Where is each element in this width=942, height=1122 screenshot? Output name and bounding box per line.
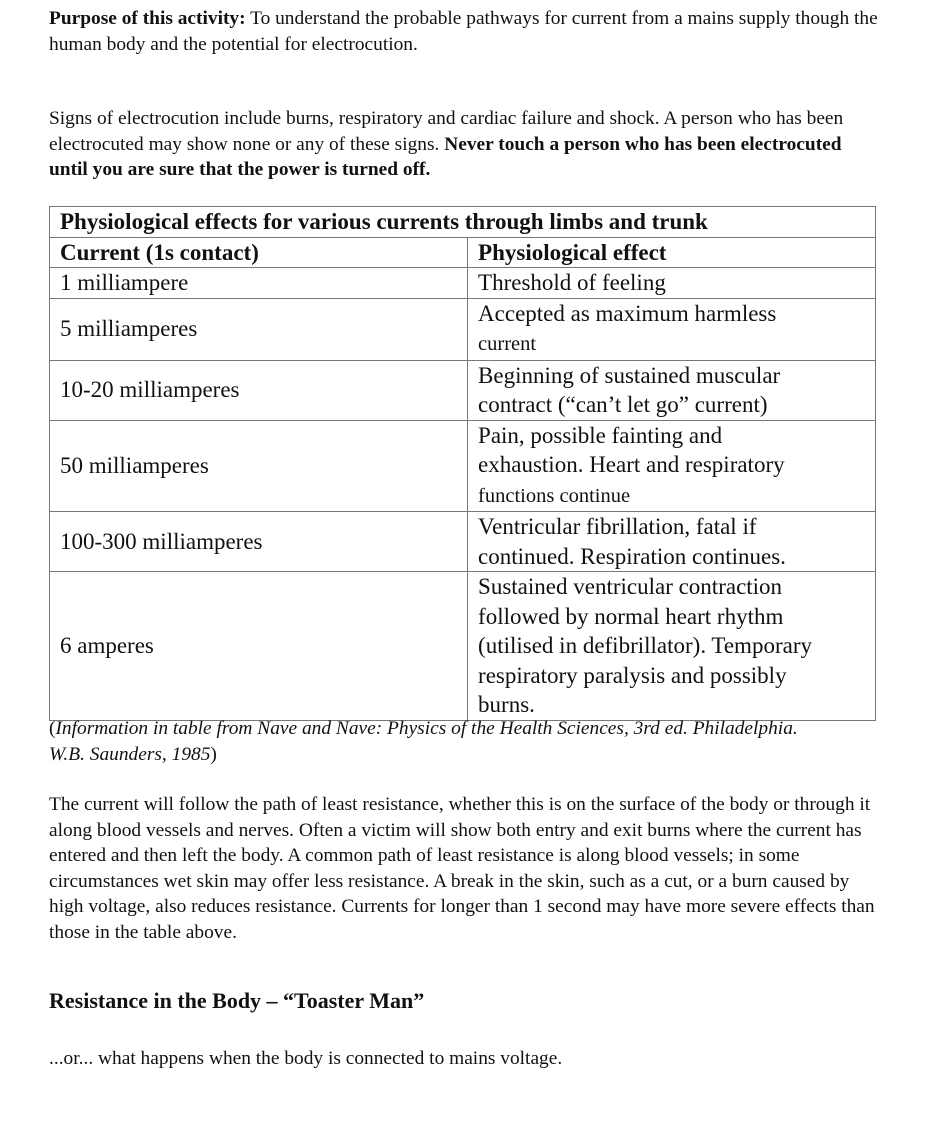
effect-cell (468, 512, 876, 572)
table-title-row (50, 207, 876, 238)
effect-line: followed by normal heart rhythm (478, 603, 784, 629)
signs-paragraph (49, 106, 879, 183)
current-cell: 1 milliampere (50, 268, 468, 299)
effect-cell (468, 420, 876, 512)
safety-warning: Never touch a person who has been electrocuted until you are sure that the power is turned off. (49, 133, 842, 180)
citation-open-paren: ( (49, 718, 56, 739)
effect-cell (468, 360, 876, 420)
table-row (50, 420, 876, 512)
purpose-text: To understand the probable pathways for current from a mains supply though the human body and the potential for electrocution. (49, 8, 878, 55)
effect-line: Threshold of feeling (478, 270, 666, 295)
table-row (50, 512, 876, 572)
column-header-effect: Physiological effect (468, 237, 876, 268)
effect-line: burns. (478, 692, 535, 718)
current-cell: 50 milliamperes (50, 420, 468, 512)
table-header-row (50, 237, 876, 268)
signs-text: Signs of electrocution include burns, respiratory and cardiac failure and shock. A person who has been electrocuted may show none or any of these signs. (49, 108, 844, 155)
effect-line: respiratory paralysis and possibly (478, 662, 787, 688)
effect-line: functions continue (478, 484, 631, 507)
table-row (50, 360, 876, 420)
table-title: Physiological effects for various currents through limbs and trunk (50, 207, 876, 238)
effect-line: continued. Respiration continues. (478, 543, 786, 569)
table-row (50, 572, 876, 721)
effect-line: (utilised in defibrillator). Temporary (478, 633, 812, 659)
current-cell: 100-300 milliamperes (50, 512, 468, 572)
effect-line: current (478, 333, 537, 355)
effect-line: Beginning of sustained muscular (478, 362, 781, 388)
column-header-current: Current (1s contact) (50, 237, 468, 268)
current-cell: 10-20 milliamperes (50, 360, 468, 420)
table-row (50, 298, 876, 360)
effect-line: Sustained ventricular contraction (478, 574, 783, 600)
current-cell: 5 milliamperes (50, 298, 468, 360)
effect-line: Pain, possible fainting and (478, 422, 723, 448)
citation-close-paren: ) (210, 743, 217, 765)
table-row (50, 268, 876, 299)
section-heading: Resistance in the Body – “Toaster Man” (49, 988, 425, 1013)
citation-text: Information in table from Nave and Nave: Physics of the Health Sciences, 3rd ed. Philadelphia. W.B. Saunders, 1985 (49, 718, 798, 765)
section-subtext: ...or... what happens when the body is connected to mains voltage. (49, 1048, 563, 1069)
effect-cell (468, 572, 876, 721)
purpose-paragraph (49, 6, 879, 57)
purpose-label: Purpose of this activity: (49, 8, 246, 29)
effect-line: exhaustion. Heart and respiratory (478, 452, 785, 477)
current-cell: 6 amperes (50, 572, 468, 721)
effect-line: Ventricular fibrillation, fatal if (478, 514, 757, 539)
table-source-citation (49, 716, 809, 767)
current-path-paragraph: The current will follow the path of least resistance, whether this is on the surface of the body or through it along blood vessels and nerves. Often a victim will show both entry and exit burns where the current has entered and then left the body. A common path of least resistance is along blood vessels; in some circumstances wet skin may offer less resistance. A break in the skin, such as a cut, or a burn caused by high voltage, also reduces resistance. Currents for longer than 1 second may have more severe effects than those in the table above. (49, 794, 875, 943)
effect-line: Accepted as maximum harmless (478, 300, 777, 326)
effect-cell (468, 298, 876, 360)
effect-cell (468, 268, 876, 299)
effect-line: contract (“can’t let go” current) (478, 392, 768, 417)
physiological-effects-table (49, 206, 876, 721)
